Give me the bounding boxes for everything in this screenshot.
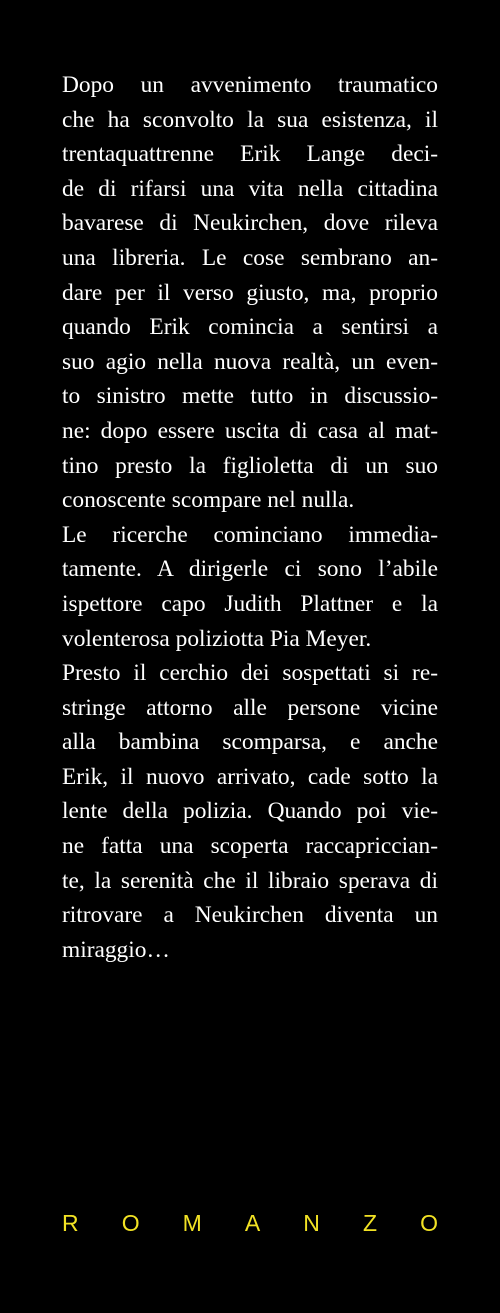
synopsis-line: volenterosa poliziotta Pia Meyer. bbox=[62, 625, 372, 652]
synopsis-line: trentaquattrenne Erik Lange deci- bbox=[62, 141, 438, 168]
synopsis-line: lente della polizia. Quando poi vie- bbox=[62, 798, 438, 825]
synopsis-line: Presto il cerchio dei sospettati si re- bbox=[62, 660, 438, 687]
synopsis-line: stringe attorno alle persone vicine bbox=[62, 694, 438, 721]
genre-letter: A bbox=[244, 1210, 261, 1236]
synopsis-line: Dopo un avvenimento traumatico bbox=[62, 72, 438, 98]
synopsis-line: che ha sconvolto la sua esistenza, il bbox=[62, 106, 438, 133]
synopsis-line: ne fatta una scoperta raccapriccian- bbox=[62, 833, 438, 860]
synopsis-line: tino presto la figlioletta di un suo bbox=[62, 452, 438, 479]
synopsis-line: te, la serenità che il libraio sperava di bbox=[62, 867, 438, 894]
synopsis-line: ispettore capo Judith Plattner e la bbox=[62, 590, 438, 617]
synopsis-line: tamente. A dirigerle ci sono l’abile bbox=[62, 556, 438, 583]
synopsis-line: Erik, il nuovo arrivato, cade sotto la bbox=[62, 763, 438, 790]
synopsis-line: conoscente scompare nel nulla. bbox=[62, 487, 355, 514]
synopsis-line: Le ricerche cominciano immedia- bbox=[62, 521, 438, 548]
synopsis-line: alla bambina scomparsa, e anche bbox=[62, 729, 438, 756]
synopsis-line: to sinistro mette tutto in discussio- bbox=[62, 383, 438, 410]
synopsis-line: ritrovare a Neukirchen diventa un bbox=[62, 902, 438, 929]
genre-letter: Z bbox=[362, 1210, 378, 1236]
synopsis-line: de di rifarsi una vita nella cittadina bbox=[62, 175, 438, 202]
synopsis-line: suo agio nella nuova realtà, un even- bbox=[62, 348, 438, 375]
genre-letter: O bbox=[420, 1210, 438, 1236]
synopsis-line: miraggio… bbox=[62, 936, 170, 963]
genre-letter: M bbox=[182, 1210, 202, 1236]
genre-letter: N bbox=[303, 1210, 320, 1236]
genre-letter: R bbox=[62, 1210, 79, 1236]
synopsis-line: ne: dopo essere uscita di casa al mat- bbox=[62, 417, 438, 444]
synopsis-line: bavarese di Neukirchen, dove rileva bbox=[62, 210, 438, 237]
genre-letter: O bbox=[121, 1210, 140, 1236]
synopsis-line: una libreria. Le cose sembrano an- bbox=[62, 244, 438, 271]
genre-label bbox=[62, 1208, 438, 1238]
synopsis-text bbox=[62, 68, 438, 967]
synopsis-line: dare per il verso giusto, ma, proprio bbox=[62, 279, 438, 306]
synopsis-line: quando Erik comincia a sentirsi a bbox=[62, 314, 438, 341]
